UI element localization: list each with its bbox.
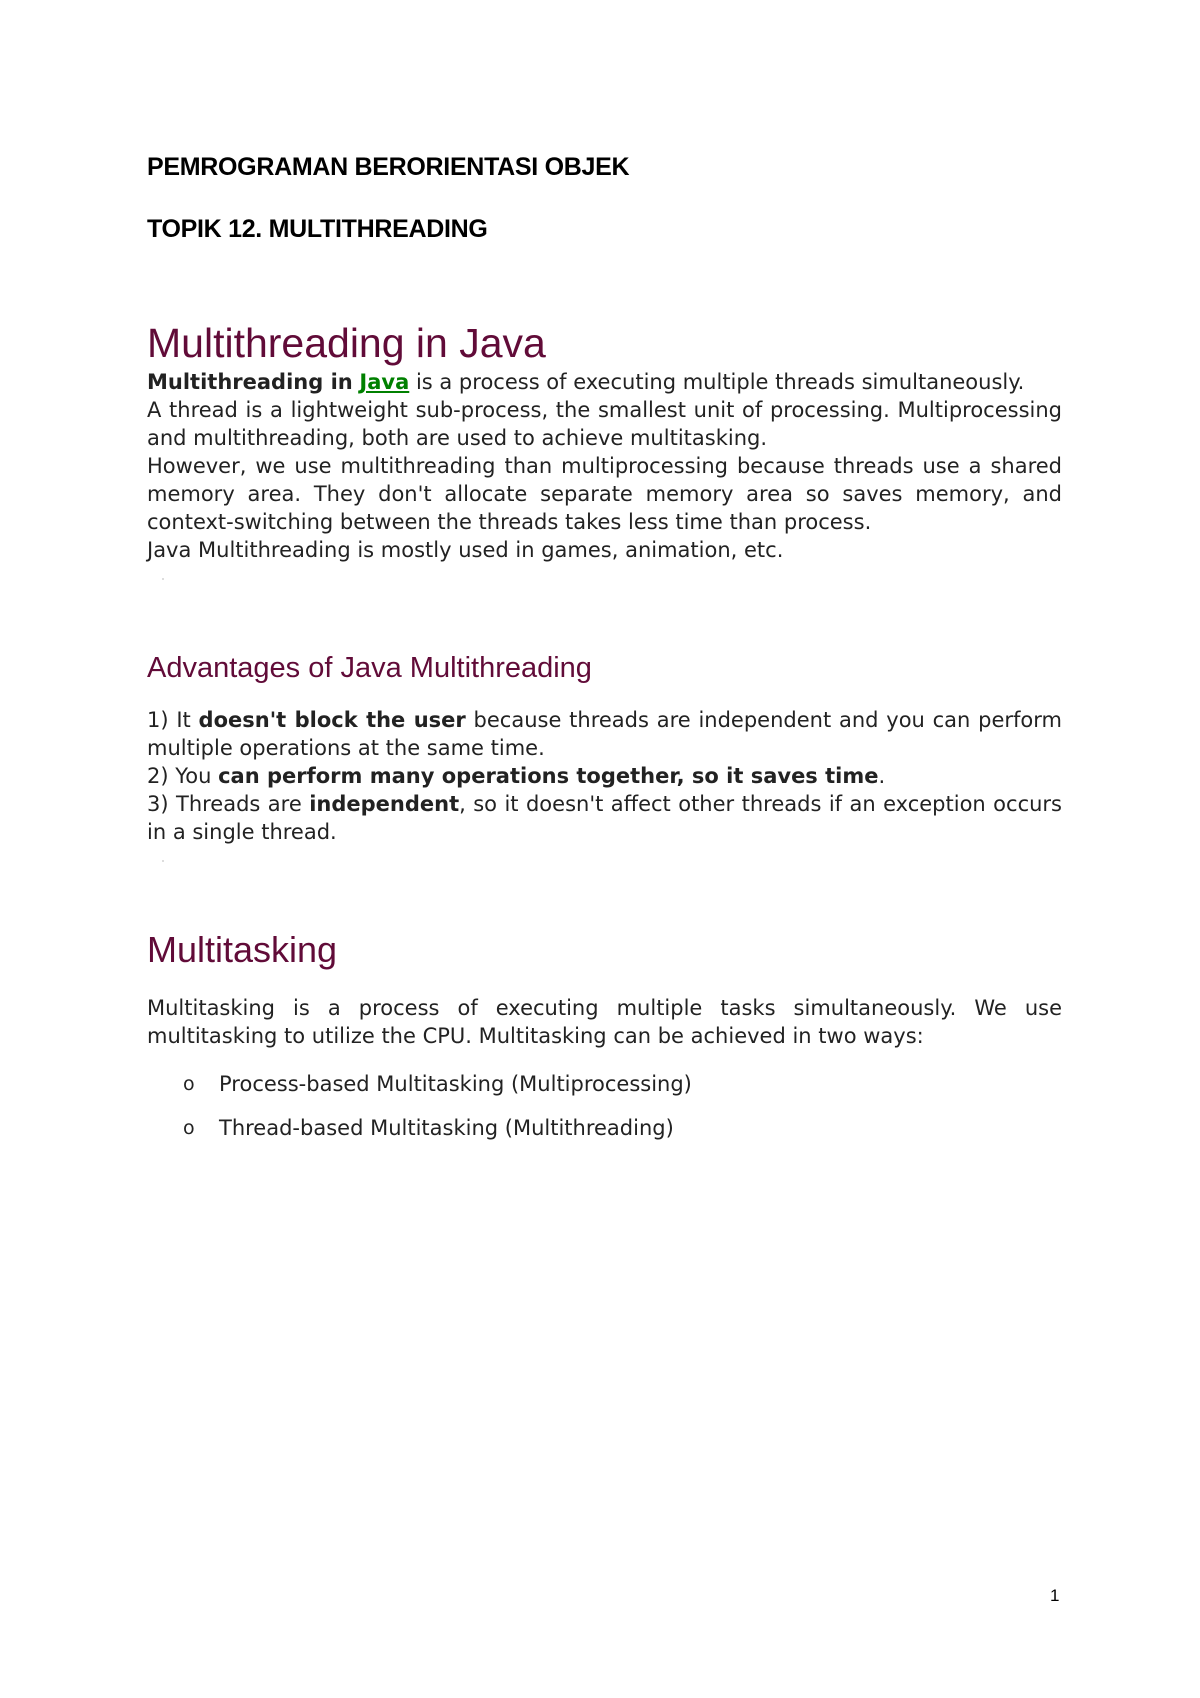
spacer-dot	[147, 570, 1062, 598]
heading-advantages: Advantages of Java Multithreading	[147, 652, 592, 684]
paragraph-definition	[147, 368, 1062, 396]
paragraph-however: However, we use multithreading than multiprocessing because threads use a shared memory area. They don't allocate separate memory area so saves memory, and context-switching between the threads takes less time than process.	[147, 454, 1062, 534]
list-item-text: Process-based Multitasking (Multiprocessing)	[219, 1072, 692, 1096]
heading-multitasking: Multitasking	[147, 929, 338, 970]
list-item	[147, 1070, 1062, 1098]
course-title: PEMROGRAMAN BERORIENTASI OBJEK	[147, 153, 630, 181]
advantage-item-2-bold: can perform many operations together, so it saves time	[218, 764, 879, 788]
advantage-item-3-rest: , so it doesn't affect other threads if an exception occurs in a single thread.	[147, 792, 1062, 844]
advantage-item-3	[147, 790, 1062, 846]
advantage-item-2-prefix: 2) You	[147, 764, 219, 788]
advantage-item-2-rest: .	[878, 764, 886, 788]
topic-title: TOPIK 12. MULTITHREADING	[147, 215, 488, 243]
advantage-item-1-prefix: 1) It	[147, 708, 199, 732]
list-item	[147, 1114, 1062, 1142]
page-content	[147, 150, 1062, 1158]
java-link[interactable]: Java	[359, 370, 410, 394]
heading-multithreading-in-java: Multithreading in Java	[147, 320, 546, 366]
paragraph-thread: A thread is a lightweight sub-process, the smallest unit of processing. Multiprocessing and multithreading, both are used to achieve multitasking.	[147, 398, 1062, 450]
paragraph-usage: Java Multithreading is mostly used in games, animation, etc.	[147, 538, 784, 562]
advantage-item-1-rest: because threads are independent and you can perform multiple operations at the same time.	[147, 708, 1062, 760]
advantage-item-1	[147, 706, 1062, 762]
bold-term: Multithreading in	[147, 370, 353, 394]
paragraph-text: is a process of executing multiple threads simultaneously.	[409, 370, 1025, 394]
spacer-dot	[147, 852, 1062, 880]
advantage-item-3-bold: independent	[309, 792, 460, 816]
list-item-text: Thread-based Multitasking (Multithreading)	[219, 1116, 674, 1140]
page-number: 1	[1050, 1586, 1060, 1605]
bullet-icon: o	[183, 1073, 195, 1095]
advantage-item-3-prefix: 3) Threads are	[147, 792, 310, 816]
multitasking-list	[147, 1070, 1062, 1142]
advantage-item-1-bold: doesn't block the user	[198, 708, 466, 732]
paragraph-multitasking: Multitasking is a process of executing multiple tasks simultaneously. We use multitasking to utilize the CPU. Multitasking can be achieved in two ways:	[147, 996, 1062, 1048]
bullet-icon: o	[183, 1117, 195, 1139]
advantage-item-2	[147, 762, 1062, 790]
